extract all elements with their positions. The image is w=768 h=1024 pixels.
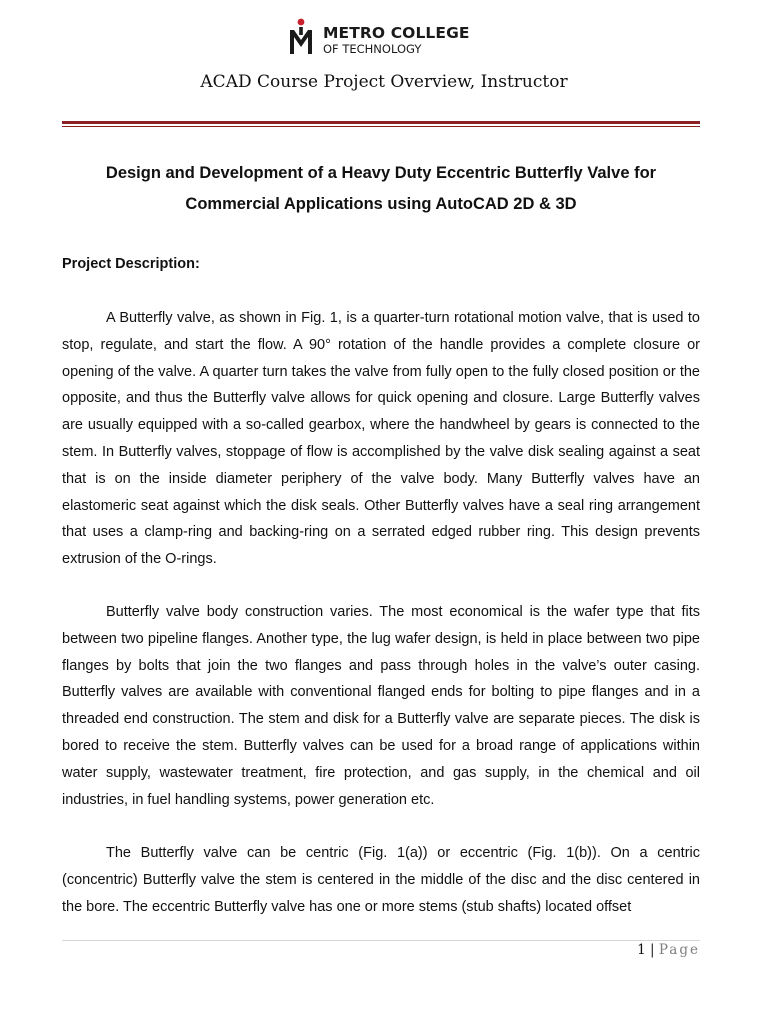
section-heading: Project Description: [62, 256, 200, 272]
college-logo [287, 18, 487, 60]
footer-rule [62, 940, 700, 941]
page-separator: | [645, 942, 659, 958]
paragraph-3: The Butterfly valve can be centric (Fig. 1(a)) or eccentric (Fig. 1(b)). On a centric (concentric) Butterfly valve the stem is centered in the middle of the disc and the disc centered in the bore. The eccentric Butterfly valve has one or more stems (stub shafts) located offset [62, 845, 700, 915]
page-footer [637, 942, 700, 958]
metro-college-logo-icon [287, 18, 315, 56]
document-title: Design and Development of a Heavy Duty Eccentric Butterfly Valve for Commercial Applications using AutoCAD 2D & 3D [105, 164, 657, 213]
page-number: 1 [637, 942, 646, 958]
page-word: Page [658, 942, 700, 958]
header-rule-thin [62, 126, 700, 127]
header-title: ACAD Course Project Overview, Instructor [200, 72, 568, 92]
logo-text-line2: OF TECHNOLOGY [323, 42, 422, 56]
paragraph-1: A Butterfly valve, as shown in Fig. 1, is a quarter-turn rotational motion valve, that is used to stop, regulate, and start the flow. A 90° rotation of the handle provides a complete closure or opening of the valve. A quarter turn takes the valve from fully open to the fully closed position or the opposite, and thus the Butterfly valve allows for quick opening and closure. Large Butterfly valves are usually equipped with a so-called gearbox, where the handwheel by gears is connected to the stem. In Butterfly valves, stoppage of flow is accomplished by the valve disk sealing against a seat that is on the inside diameter periphery of the valve body. Many Butterfly valves have an elastomeric seat against which the disk seals. Other Butterfly valves have a seal ring arrangement that uses a clamp-ring and backing-ring on a serrated edged rubber ring. This design prevents extrusion of the O-rings. [62, 310, 700, 568]
paragraph-2: Butterfly valve body construction varies. The most economical is the wafer type that fits between two pipeline flanges. Another type, the lug wafer design, is held in place between two pipe flanges by bolts that join the two flanges and pass through holes in the valve’s outer casing. Butterfly valves are available with conventional flanged ends for bolting to pipe flanges and in a threaded end construction. The stem and disk for a Butterfly valve are separate pieces. The disk is bored to receive the stem. Butterfly valves can be used for a broad range of applications within water supply, wastewater treatment, fire protection, and gas supply, in the chemical and oil industries, in fuel handling systems, power generation etc. [62, 604, 700, 808]
header-rule-thick [62, 121, 700, 124]
logo-text-line1: METRO COLLEGE [323, 24, 470, 42]
